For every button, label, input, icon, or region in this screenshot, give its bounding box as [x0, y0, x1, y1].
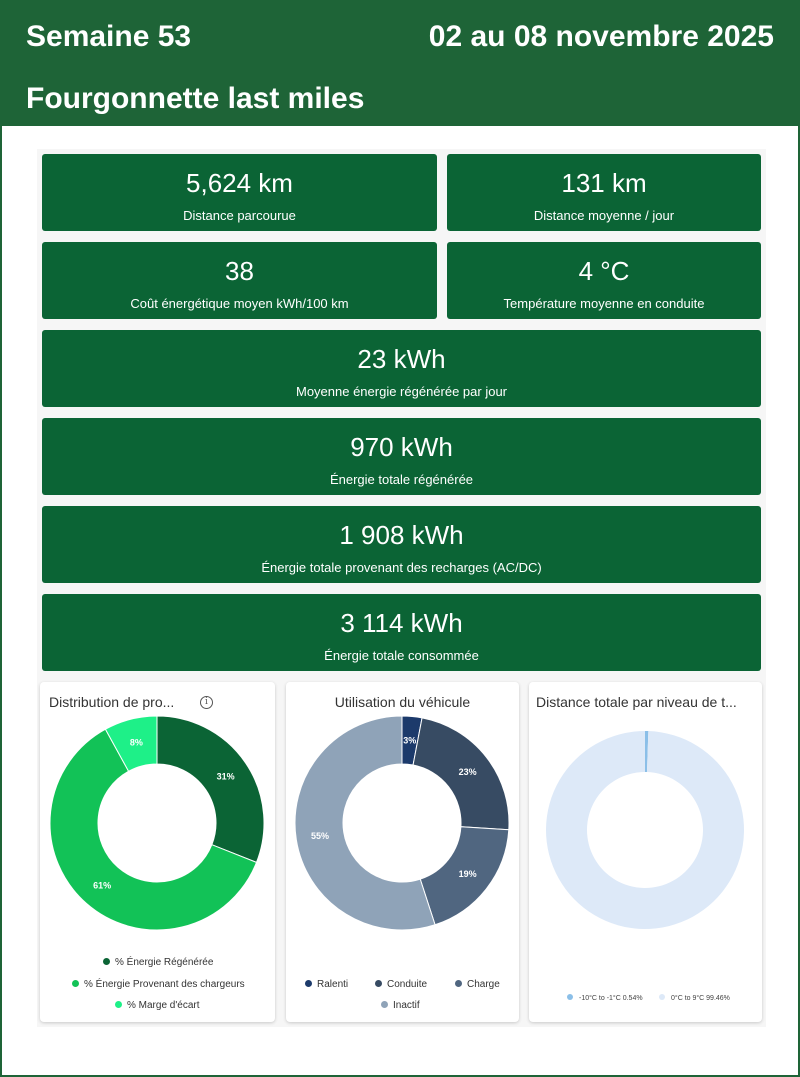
kpi-total-charge-label: Énergie totale provenant des recharges (AC/DC): [261, 560, 542, 575]
date-range: 02 au 08 novembre 2025: [428, 20, 774, 53]
kpi-temperature: [447, 242, 761, 319]
legend-item-margin: % Marge d'écart: [115, 1000, 200, 1011]
legend-item-regen: % Énergie Régénérée: [103, 957, 213, 968]
donut-label-0-0: 31%: [216, 771, 235, 782]
energy-distribution-donut: [40, 708, 275, 958]
kpi-temperature-label: Température moyenne en conduite: [503, 296, 705, 311]
legend-item-mild: 0°C to 9°C 99.46%: [659, 994, 730, 1002]
temperature-distance-title: Distance totale par niveau de t...: [536, 694, 737, 710]
kpi-total-consumed-label: Énergie totale consommée: [324, 648, 479, 663]
kpi-avg-distance-label: Distance moyenne / jour: [533, 208, 675, 223]
kpi-avg-regen: [42, 330, 761, 407]
kpi-total-regen: [42, 418, 761, 495]
kpi-distance-label: Distance parcourue: [183, 208, 296, 223]
legend-item-idle: Ralenti: [305, 979, 348, 990]
legend-item-cold: -10°C to -1°C 0.54%: [567, 994, 643, 1002]
donut-slice-2-1[interactable]: [546, 731, 744, 929]
dashboard: [37, 149, 766, 1027]
kpi-total-consumed-value: 3 114 kWh: [340, 608, 463, 638]
kpi-total-charge: [42, 506, 761, 583]
temperature-distance-donut: [529, 708, 762, 958]
donut-label-0-2: 8%: [129, 737, 143, 748]
donut-label-1-1: 23%: [458, 767, 477, 778]
legend-item-driving: Conduite: [375, 979, 427, 990]
week-label: Semaine 53: [26, 20, 192, 53]
kpi-energy-cost-label: Coût énergétique moyen kWh/100 km: [130, 296, 349, 311]
donut-label-1-2: 19%: [458, 868, 477, 879]
donut-label-0-1: 61%: [93, 880, 112, 891]
kpi-total-regen-value: 970 kWh: [350, 432, 453, 462]
vehicle-usage-donut: [286, 708, 519, 958]
kpi-distance-value: 5,624 km: [186, 168, 293, 198]
legend-item-inactive: Inactif: [381, 1000, 420, 1011]
vehicle-name: Fourgonnette last miles: [26, 82, 365, 115]
kpi-energy-cost-value: 38: [225, 256, 254, 286]
kpi-avg-regen-value: 23 kWh: [357, 344, 446, 374]
kpi-avg-distance-value: 131 km: [561, 168, 647, 198]
kpi-total-charge-value: 1 908 kWh: [339, 520, 464, 550]
kpi-total-consumed: [42, 594, 761, 671]
donut-label-1-0: 3%: [403, 735, 417, 746]
kpi-energy-cost: [42, 242, 437, 319]
info-icon[interactable]: i: [200, 696, 213, 709]
energy-distribution-title: Distribution de pro...: [49, 694, 175, 710]
kpi-avg-regen-label: Moyenne énergie régénérée par jour: [295, 384, 508, 399]
vehicle-usage-chart: [286, 682, 519, 1022]
donut-slice-0-0[interactable]: [157, 716, 264, 862]
kpi-temperature-value: 4 °C: [578, 256, 630, 286]
vehicle-usage-title: Utilisation du véhicule: [334, 694, 471, 710]
report-panel: [2, 126, 798, 1075]
donut-label-1-3: 55%: [311, 830, 330, 841]
kpi-avg-distance: [447, 154, 761, 231]
kpi-total-regen-label: Énergie totale régénérée: [329, 472, 474, 487]
temperature-distance-chart: [529, 682, 762, 1022]
report-header: [0, 0, 800, 126]
legend-item-chargers: % Énergie Provenant des chargeurs: [72, 979, 245, 990]
energy-distribution-chart: [40, 682, 275, 1022]
legend-item-charge: Charge: [455, 979, 500, 990]
kpi-distance: [42, 154, 437, 231]
